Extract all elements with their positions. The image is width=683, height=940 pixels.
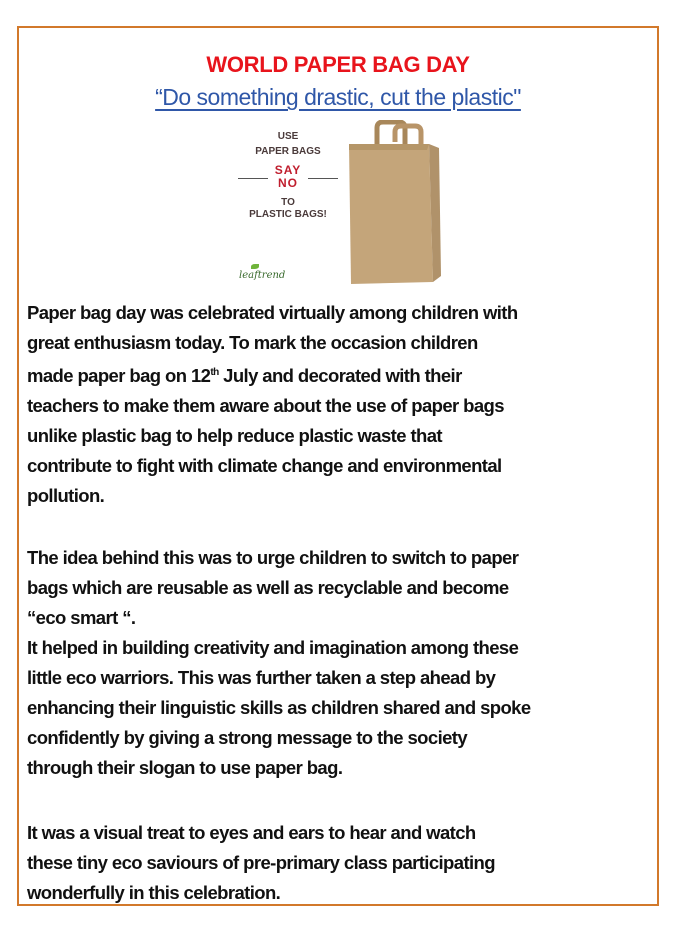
text-line: unlike plastic bag to help reduce plastic waste that	[27, 425, 442, 447]
text-line: “eco smart “.	[27, 607, 136, 628]
document-frame	[17, 26, 659, 906]
text-line: contribute to fight with climate change and environmental	[27, 455, 502, 477]
leaf-icon	[251, 264, 259, 269]
poster-use: USE	[277, 131, 299, 142]
text-line: through their slogan to use paper bag.	[27, 757, 343, 778]
poster-say: SAY	[274, 163, 302, 177]
page-title: WORLD PAPER BAG DAY	[206, 52, 470, 77]
text-line: wonderfully in this celebration.	[27, 882, 281, 903]
text-line: these tiny eco saviours of pre-primary class participating	[27, 852, 495, 873]
text-line: bags which are reusable as well as recyclable and become	[27, 577, 509, 598]
leaftrend-logo: leaftrend	[239, 270, 286, 281]
text-line: It was a visual treat to eyes and ears to hear and watch	[27, 822, 476, 843]
poster-paper-bags: PAPER BAGS	[255, 146, 321, 157]
poster-plastic-bags: PLASTIC BAGS!	[249, 209, 327, 220]
paragraph-1	[27, 298, 657, 511]
text-line: little eco warriors. This was further taken a step ahead by	[27, 667, 496, 688]
text-line: pollution.	[27, 485, 105, 507]
slogan-text: “Do something drastic, cut the plastic"	[155, 84, 521, 110]
poster-to: TO	[281, 197, 295, 208]
text-line: confidently by giving a strong message to the society	[27, 727, 468, 748]
text-line: Paper bag day was celebrated virtually among children with	[27, 302, 518, 323]
text-line: great enthusiasm today. To mark the occasion children	[27, 332, 478, 353]
text-line: teachers to make them aware about the use of paper bags	[27, 395, 504, 417]
paragraph-2	[27, 543, 657, 783]
text-line: It helped in building creativity and imagination among these	[27, 637, 519, 658]
text-line: made paper bag on 12th July and decorated with their	[27, 365, 462, 387]
paper-bag-poster	[233, 120, 443, 300]
text-line: enhancing their linguistic skills as children shared and spoke	[27, 697, 531, 718]
slogan-subtitle	[19, 84, 657, 111]
paper-bag-icon	[337, 120, 443, 288]
paragraph-3	[27, 818, 657, 908]
poster-no: NO	[278, 176, 298, 190]
text-line: The idea behind this was to urge children to switch to paper	[27, 547, 519, 568]
